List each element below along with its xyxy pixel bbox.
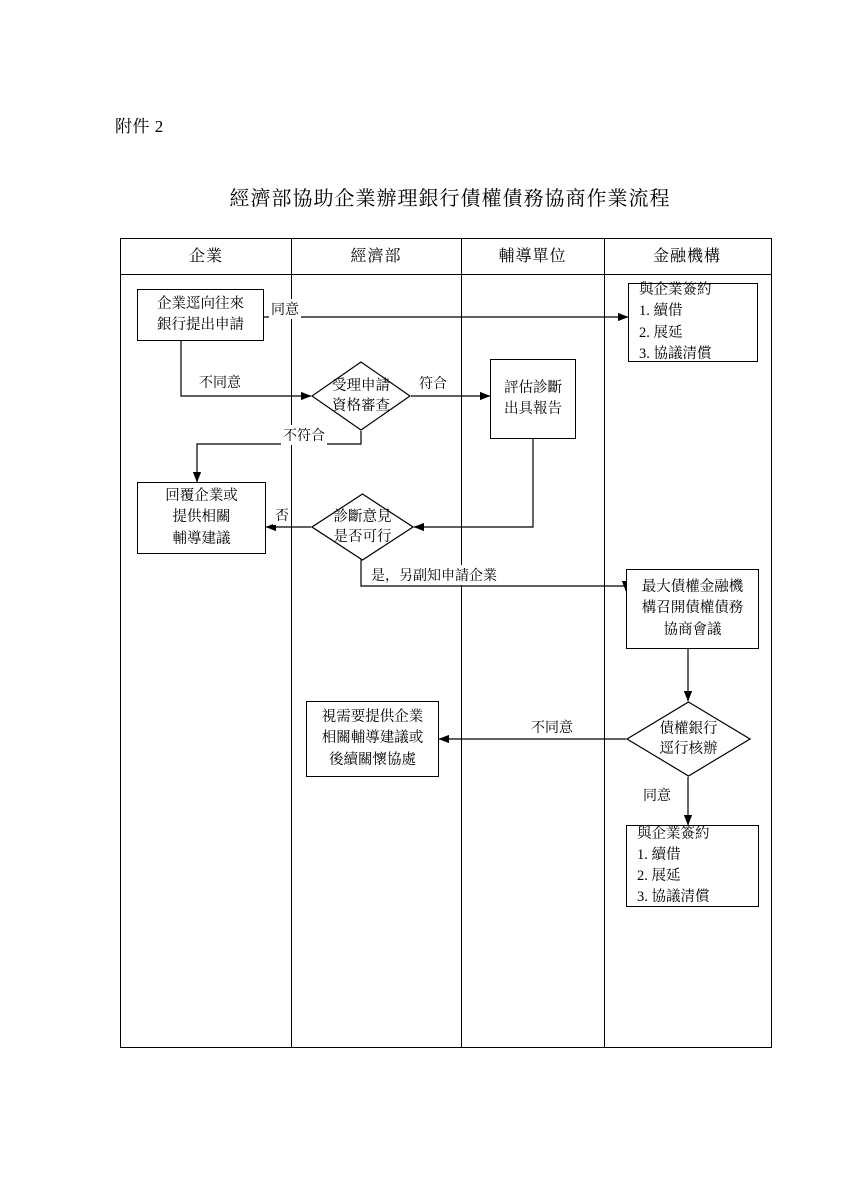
edge-label-disagree: 不同意 (197, 372, 243, 392)
edge-label-agree: 同意 (269, 299, 301, 319)
node-line: 協商會議 (663, 621, 722, 638)
node-bank-decision[interactable] (626, 701, 751, 777)
node-line: 最大債權金融機 (641, 579, 744, 596)
page-title: 經濟部協助企業辦理銀行債權債務協商作業流程 (229, 188, 671, 210)
node-line: 回覆企業或 (165, 488, 238, 505)
node-creditor-meeting[interactable] (626, 569, 759, 649)
node-line: 出具報告 (504, 401, 562, 417)
lane-header-enterprise: 企業 (188, 248, 223, 265)
node-line: 1. 續借 (637, 846, 681, 863)
node-line: 是否可行 (333, 529, 392, 545)
node-line: 逕行核辦 (659, 741, 718, 757)
node-reply-guidance[interactable] (137, 482, 266, 554)
node-assessment-report[interactable] (490, 359, 576, 439)
node-line: 企業逕向往來 (157, 295, 244, 312)
node-sign-contract-top[interactable] (628, 283, 758, 362)
edge-label-agree-2: 同意 (641, 785, 673, 805)
edge-label-disagree-2: 不同意 (529, 717, 575, 737)
lane-header-advisory: 輔導單位 (498, 248, 567, 265)
node-line: 1. 續借 (639, 303, 683, 320)
node-line: 2. 展延 (639, 324, 683, 341)
lane-divider-2 (461, 239, 462, 1047)
edge-label-qualified: 符合 (417, 373, 449, 393)
node-line: 債權銀行 (659, 720, 718, 737)
node-line: 診斷意見 (333, 508, 392, 525)
node-line: 資格審查 (332, 398, 390, 414)
flowchart-frame (120, 238, 772, 1048)
node-sign-contract-bottom[interactable] (626, 825, 759, 907)
node-line: 銀行提出申請 (157, 317, 244, 333)
node-followup-support[interactable] (306, 701, 439, 777)
node-line: 相關輔導建議或 (321, 730, 424, 747)
node-line: 提供相關 (172, 509, 231, 526)
node-line: 受理申請 (332, 377, 390, 394)
lane-divider-3 (604, 239, 605, 1047)
attachment-label: 附件 2 (115, 117, 164, 136)
lane-divider-1 (291, 239, 292, 1047)
node-line: 構召開債權債務 (641, 600, 744, 617)
node-line: 輔導建議 (172, 530, 231, 547)
node-diagnosis-feasible[interactable] (311, 493, 414, 561)
node-line: 3. 協議清償 (637, 889, 710, 906)
lane-header-financial: 金融機構 (652, 248, 721, 265)
node-line: 與企業簽約 (637, 825, 710, 842)
edge-label-no: 否 (273, 505, 291, 525)
edge-label-unqualified: 不符合 (281, 425, 327, 445)
node-line: 後續關懷協處 (329, 751, 416, 768)
node-line: 評估診斷 (504, 379, 562, 396)
node-line: 視需要提供企業 (321, 709, 424, 726)
node-eligibility-review[interactable] (311, 361, 411, 431)
lane-header-moea: 經濟部 (350, 248, 402, 265)
node-enterprise-apply[interactable] (137, 289, 264, 341)
node-line: 2. 展延 (637, 868, 681, 884)
node-line: 與企業簽約 (639, 282, 712, 299)
edge-label-yes-notify: 是，另副知申請企業 (369, 565, 499, 585)
node-line: 3. 協議清償 (639, 345, 712, 362)
